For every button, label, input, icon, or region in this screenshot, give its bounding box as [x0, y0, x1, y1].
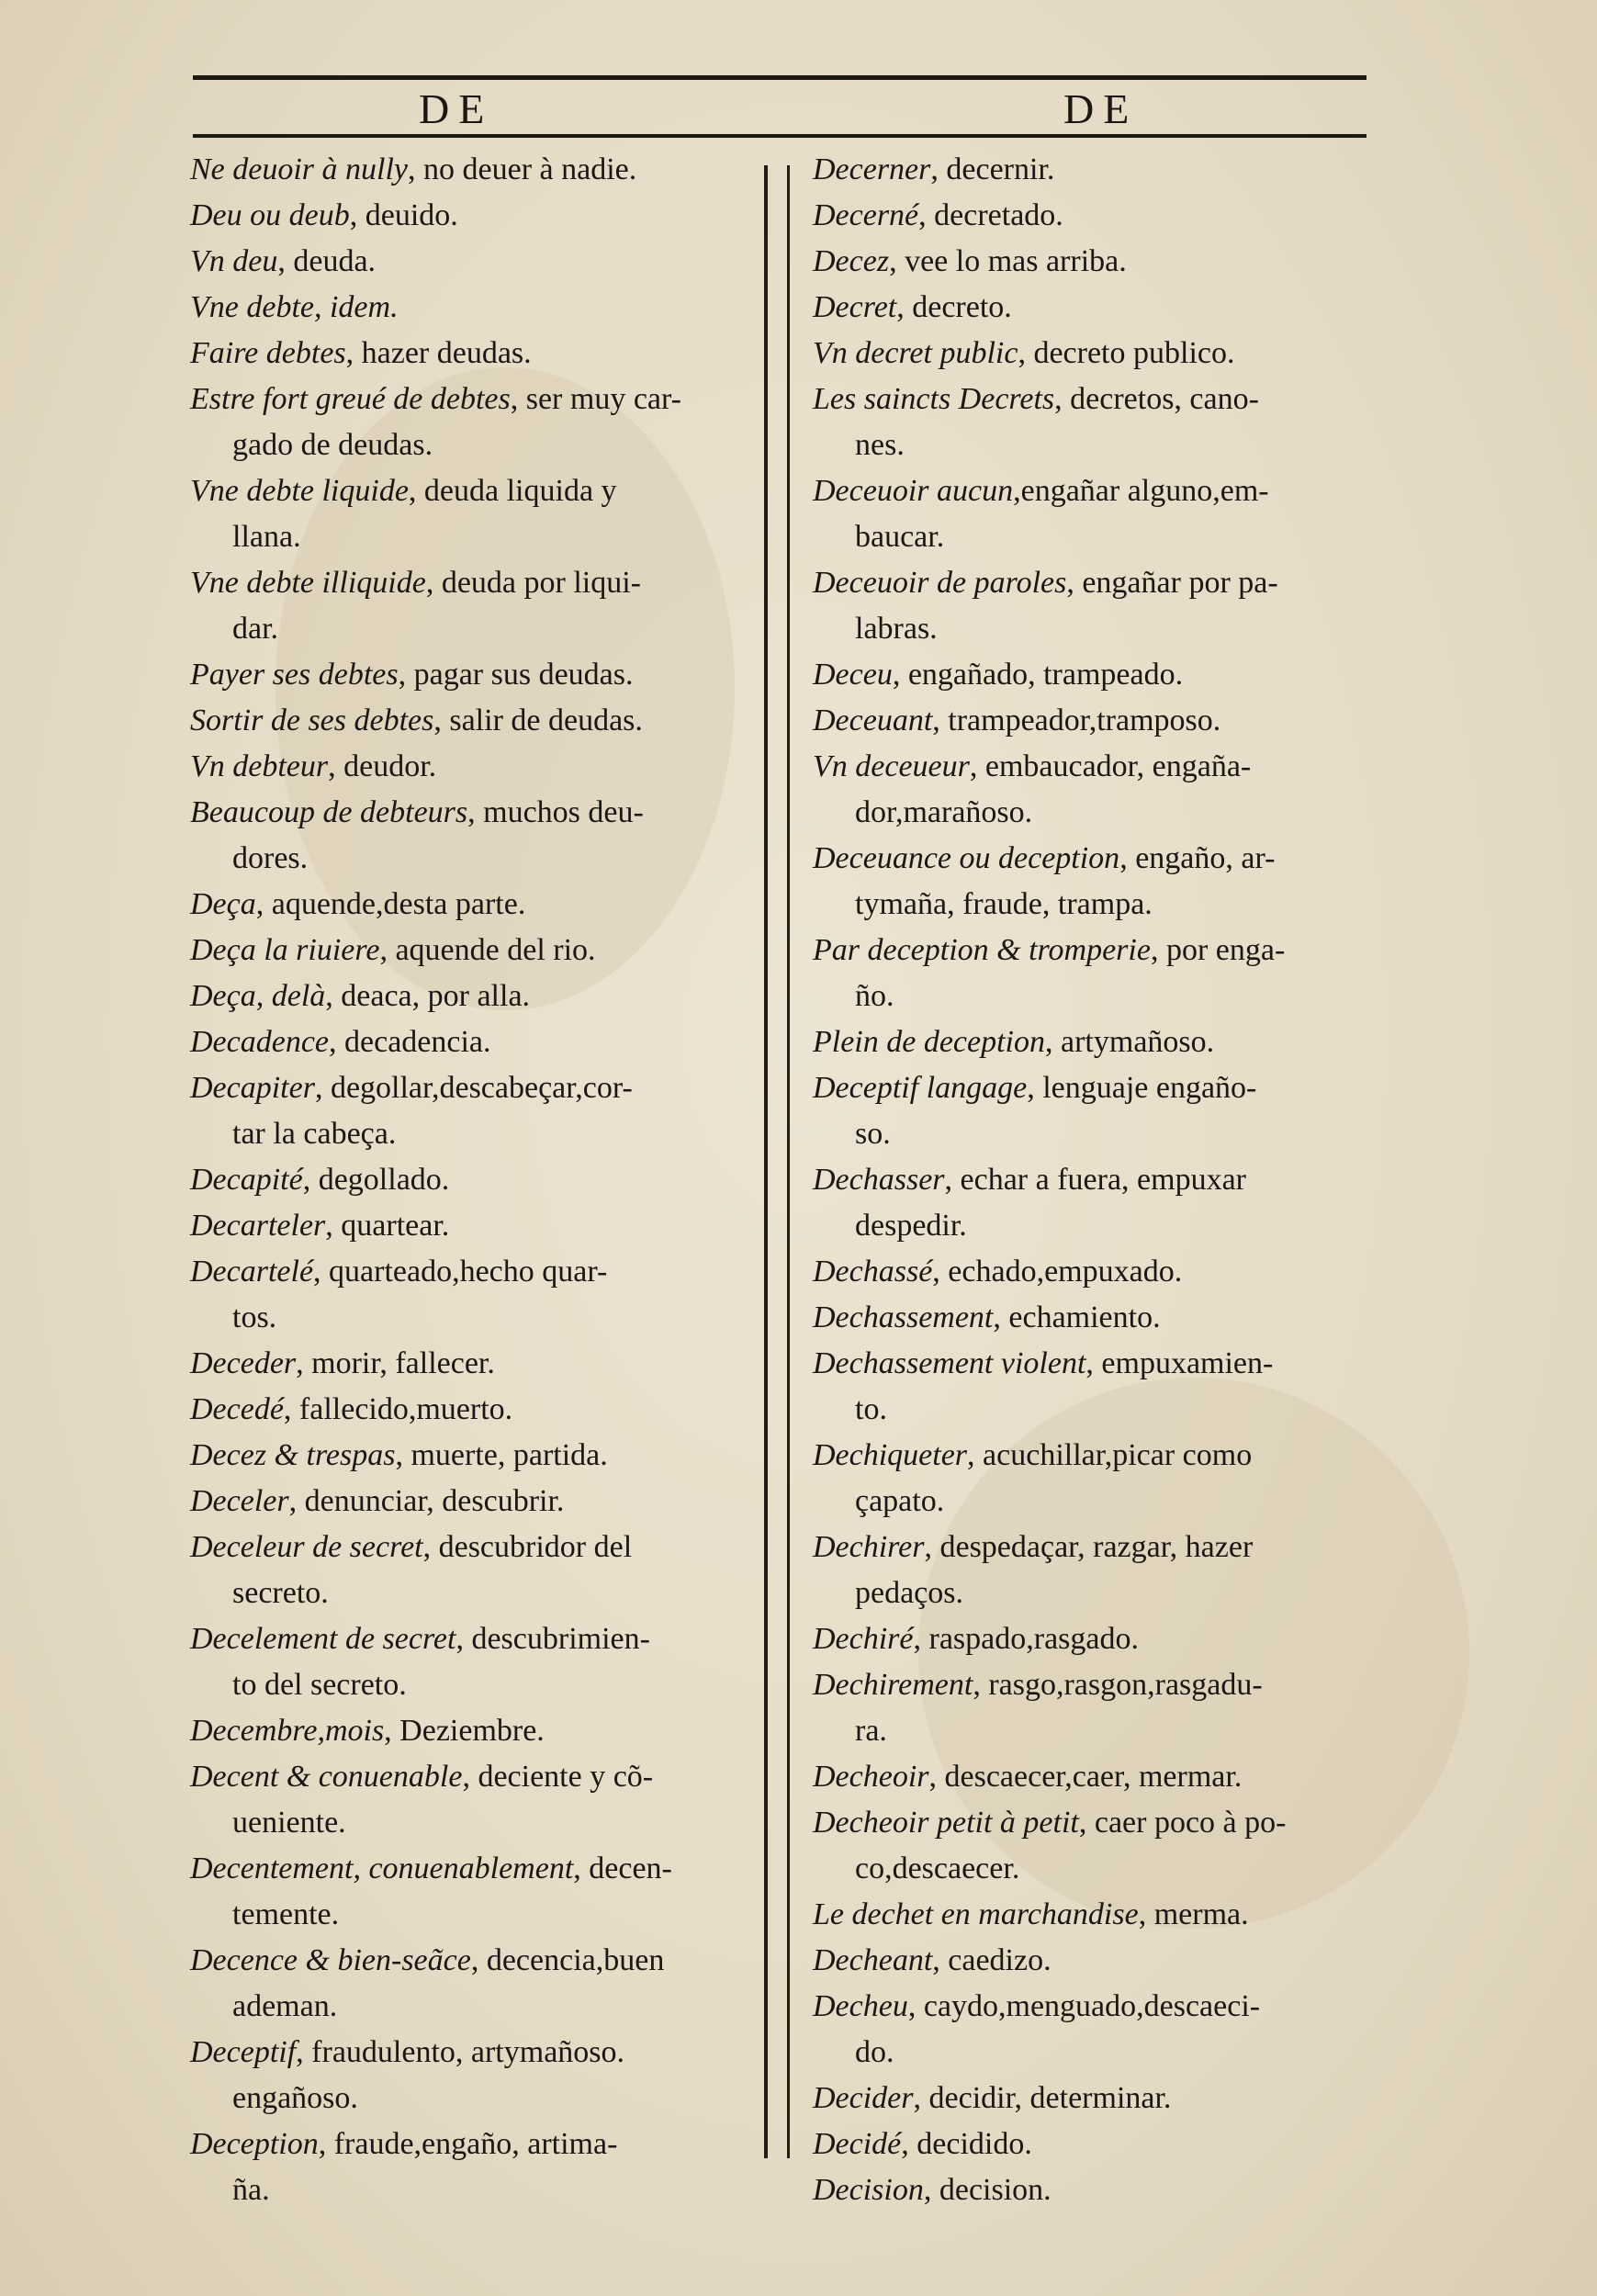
- translation: , engañar por pa-: [1066, 566, 1278, 600]
- headword: Dechasser: [813, 1163, 945, 1197]
- dictionary-entry: [190, 1525, 756, 1616]
- headword: Decadence: [190, 1025, 330, 1059]
- dictionary-entry: [813, 239, 1373, 285]
- translation: , por enga-: [1150, 933, 1286, 967]
- dictionary-entry: [813, 285, 1373, 331]
- headword: Ne deuoir à nully: [190, 152, 409, 186]
- dictionary-entry: [190, 652, 756, 698]
- dictionary-entry: [190, 928, 756, 974]
- dictionary-entry: [813, 2076, 1373, 2122]
- translation: , vee lo mas arriba.: [889, 244, 1127, 278]
- translation: , quartear.: [325, 1209, 450, 1243]
- translation: , decen-: [573, 1851, 672, 1885]
- translation: , decision.: [923, 2173, 1052, 2207]
- dictionary-entry: [813, 560, 1373, 652]
- headword: Le dechet en marchandise: [813, 1897, 1139, 1931]
- header-rule: [193, 134, 1366, 138]
- dictionary-entry: [190, 147, 756, 193]
- headword: Decerné: [813, 198, 919, 232]
- translation-continuation: dar.: [232, 612, 279, 646]
- headword: Estre fort greué de debtes: [190, 382, 511, 416]
- dictionary-entry: [190, 2030, 756, 2122]
- translation-continuation: ademan.: [232, 1989, 338, 2023]
- dictionary-entry: [190, 1341, 756, 1387]
- headword: Dechassé: [813, 1255, 933, 1289]
- headword: Decheoir: [813, 1760, 929, 1794]
- translation-continuation: llana.: [232, 520, 301, 554]
- headword: Vne debte illiquide: [190, 566, 426, 600]
- translation: , echado,empuxado.: [932, 1255, 1183, 1289]
- translation-continuation: do.: [855, 2035, 894, 2069]
- headword: Dechirer: [813, 1530, 925, 1564]
- translation: , caedizo.: [932, 1943, 1052, 1977]
- translation: , denunciar, descubrir.: [288, 1484, 565, 1518]
- headword: Decapité: [190, 1163, 303, 1197]
- dictionary-entry: [813, 1157, 1373, 1249]
- headword: Deceuant: [813, 703, 933, 737]
- dictionary-entry: [190, 974, 756, 1019]
- left-column: [190, 147, 756, 2213]
- dictionary-entry: [190, 882, 756, 928]
- dictionary-entry: [813, 1433, 1373, 1525]
- translation: , aquende del rio.: [379, 933, 596, 967]
- translation: , deciente y cõ-: [462, 1760, 654, 1794]
- translation: , acuchillar,picar como: [967, 1438, 1253, 1472]
- headword: Dechassement: [813, 1300, 994, 1334]
- headword: Dechiqueter: [813, 1438, 968, 1472]
- headword: Decembre,mois: [190, 1714, 385, 1748]
- translation-continuation: temente.: [232, 1897, 340, 1931]
- translation: , merma.: [1138, 1897, 1249, 1931]
- dictionary-entry: [190, 2122, 756, 2213]
- translation-continuation: tos.: [232, 1300, 277, 1334]
- headword: Les saincts Decrets: [813, 382, 1055, 416]
- dictionary-entry: [813, 1754, 1373, 1800]
- translation-continuation: tymaña, fraude, trampa.: [855, 887, 1153, 921]
- translation: , fraude,engaño, artima-: [318, 2127, 618, 2161]
- translation: , deaca, por alla.: [325, 979, 531, 1013]
- translation: , degollado.: [302, 1163, 450, 1197]
- headword: Vne debte liquide: [190, 474, 409, 508]
- translation: , caer poco à po-: [1078, 1806, 1287, 1840]
- headword: Sortir de ses debtes: [190, 703, 434, 737]
- dictionary-entry: [813, 652, 1373, 698]
- translation-continuation: labras.: [855, 612, 938, 646]
- headword: Decret: [813, 290, 897, 324]
- dictionary-entry: [813, 377, 1373, 468]
- dictionary-entry: [190, 468, 756, 560]
- translation: , despedaçar, razgar, hazer: [924, 1530, 1254, 1564]
- translation: , deuido.: [349, 198, 458, 232]
- translation: , hazer deudas.: [345, 336, 532, 370]
- dictionary-entry: [190, 1065, 756, 1157]
- translation-continuation: to del secreto.: [232, 1668, 407, 1702]
- dictionary-entry: [813, 1616, 1373, 1662]
- dictionary-entry: [190, 1479, 756, 1525]
- headword: Decez & trespas: [190, 1438, 396, 1472]
- dictionary-entry: [190, 744, 756, 790]
- headword: Decheoir petit à petit: [813, 1806, 1079, 1840]
- headword: Decapiter: [190, 1071, 315, 1105]
- dictionary-entry: [190, 377, 756, 468]
- dictionary-entry: [190, 1708, 756, 1754]
- headword: Vn deceueur: [813, 749, 970, 783]
- dictionary-entry: [813, 1525, 1373, 1616]
- translation: , degollar,descabeçar,cor-: [314, 1071, 633, 1105]
- translation-continuation: dores.: [232, 841, 309, 875]
- translation: , ser muy car-: [510, 382, 681, 416]
- headword: Dechassement violent: [813, 1346, 1086, 1380]
- translation: , trampeador,tramposo.: [932, 703, 1221, 737]
- dictionary-entry: [813, 1984, 1373, 2076]
- dictionary-entry: [813, 331, 1373, 377]
- translation: , fraudulento, artymañoso.: [296, 2035, 625, 2069]
- dictionary-entry: [813, 928, 1373, 1019]
- translation-continuation: secreto.: [232, 1576, 329, 1610]
- translation-continuation: engañoso.: [232, 2081, 358, 2115]
- dictionary-entry: [190, 193, 756, 239]
- headword: Deceuoir de paroles: [813, 566, 1067, 600]
- headword: Deceuance ou deception: [813, 841, 1120, 875]
- dictionary-entry: [190, 698, 756, 744]
- translation: , decernir.: [930, 152, 1055, 186]
- headword: Decelement de secret: [190, 1622, 456, 1656]
- translation-continuation: pedaços.: [855, 1576, 964, 1610]
- dictionary-entry: [813, 1019, 1373, 1065]
- headword: Deceuoir aucun: [813, 474, 1014, 508]
- headword: Decision: [813, 2173, 924, 2207]
- headword: Vn debteur: [190, 749, 329, 783]
- headword: Plein de deception: [813, 1025, 1046, 1059]
- headword: Deceder: [190, 1346, 297, 1380]
- dictionary-entry: [813, 836, 1373, 928]
- translation: , echar a fuera, empuxar: [944, 1163, 1246, 1197]
- dictionary-entry: [813, 1892, 1373, 1938]
- dictionary-entry: [190, 1019, 756, 1065]
- headword: Faire debtes: [190, 336, 346, 370]
- headword: Decez: [813, 244, 890, 278]
- translation: , decreto publico.: [1018, 336, 1235, 370]
- headword: Vn decret public: [813, 336, 1018, 370]
- headword: Decerner: [813, 152, 931, 186]
- headword: Par deception & tromperie: [813, 933, 1151, 967]
- dictionary-entry: [190, 1754, 756, 1846]
- translation-continuation: ra.: [855, 1714, 887, 1748]
- dictionary-entry: [190, 560, 756, 652]
- translation: , muchos deu-: [467, 795, 644, 829]
- top-rule: [193, 75, 1366, 80]
- translation: , rasgo,rasgon,rasgadu-: [973, 1668, 1263, 1702]
- translation-continuation: gado de deudas.: [232, 428, 433, 462]
- translation-continuation: ño.: [855, 979, 894, 1013]
- translation: , empuxamien-: [1085, 1346, 1274, 1380]
- translation: , descaecer,caer, mermar.: [928, 1760, 1243, 1794]
- dictionary-entry: [190, 1157, 756, 1203]
- headword: Decent & conuenable: [190, 1760, 463, 1794]
- dictionary-entry: [190, 285, 756, 331]
- translation: , decidir, determinar.: [913, 2081, 1172, 2115]
- running-head-left: DE: [419, 85, 494, 132]
- translation: , decencia,buen: [470, 1943, 665, 1977]
- headword: Deceu: [813, 658, 893, 692]
- dictionary-entry: [813, 1295, 1373, 1341]
- translation: , decidido.: [901, 2127, 1032, 2161]
- translation: , lenguaje engaño-: [1027, 1071, 1257, 1105]
- headword: Deceler: [190, 1484, 289, 1518]
- dictionary-entry: [190, 1846, 756, 1938]
- translation-continuation: despedir.: [855, 1209, 967, 1243]
- headword: Deça la riuiere: [190, 933, 380, 967]
- headword: Dechiré: [813, 1622, 914, 1656]
- translation-continuation: nes.: [855, 428, 905, 462]
- dictionary-entry: [813, 147, 1373, 193]
- dictionary-entry: [190, 1616, 756, 1708]
- translation-continuation: baucar.: [855, 520, 945, 554]
- translation-continuation: so.: [855, 1117, 891, 1151]
- headword: Decentement, conuenablement: [190, 1851, 574, 1885]
- translation: , muerte, partida.: [395, 1438, 608, 1472]
- translation: , engaño, ar-: [1119, 841, 1276, 875]
- dictionary-entry: [813, 2167, 1373, 2213]
- headword: Vn deu: [190, 244, 278, 278]
- translation: , salir de deudas.: [433, 703, 643, 737]
- translation: , deudor.: [328, 749, 437, 783]
- headword: Deceptif: [190, 2035, 297, 2069]
- dictionary-entry: [190, 331, 756, 377]
- translation-continuation: dor,marañoso.: [855, 795, 1033, 829]
- dictionary-entry: [190, 790, 756, 882]
- headword: Dechirement: [813, 1668, 973, 1702]
- dictionary-entry: [813, 468, 1373, 560]
- translation-continuation: to.: [855, 1392, 887, 1426]
- headword: Decidé: [813, 2127, 902, 2161]
- headword: Decarteler: [190, 1209, 326, 1243]
- dictionary-entry: [813, 1065, 1373, 1157]
- translation: , decreto.: [896, 290, 1012, 324]
- dictionary-entry: [813, 1249, 1373, 1295]
- dictionary-entry: [813, 1800, 1373, 1892]
- headword: Deception: [190, 2127, 319, 2161]
- translation-continuation: çapato.: [855, 1484, 945, 1518]
- dictionary-entry: [190, 1249, 756, 1341]
- headword: Decedé: [190, 1392, 284, 1426]
- headword: Payer ses debtes: [190, 658, 399, 692]
- column-divider: [764, 165, 768, 2158]
- dictionary-entry: [813, 744, 1373, 836]
- right-column: [813, 147, 1373, 2213]
- headword: Decider: [813, 2081, 914, 2115]
- dictionary-entry: [813, 1662, 1373, 1754]
- dictionary-entry: [813, 1938, 1373, 1984]
- headword: Beaucoup de debteurs: [190, 795, 468, 829]
- translation: , quarteado,hecho quar-: [313, 1255, 608, 1289]
- dictionary-entry: [813, 193, 1373, 239]
- headword: Decheu: [813, 1989, 908, 2023]
- translation: , echamiento.: [993, 1300, 1161, 1334]
- translation: , decretado.: [918, 198, 1063, 232]
- translation: , pagar sus deudas.: [398, 658, 634, 692]
- dictionary-entry: [190, 1203, 756, 1249]
- dictionary-entry: [813, 698, 1373, 744]
- translation-continuation: ueniente.: [232, 1806, 346, 1840]
- headword: Deu ou deub: [190, 198, 350, 232]
- translation: , morir, fallecer.: [296, 1346, 495, 1380]
- headword: Deça, delà: [190, 979, 326, 1013]
- column-divider-inner: [787, 165, 790, 2158]
- translation: , artymañoso.: [1045, 1025, 1215, 1059]
- dictionary-entry: [190, 1387, 756, 1433]
- running-head-right: DE: [1063, 85, 1139, 132]
- headword: Deceptif langage: [813, 1071, 1028, 1105]
- translation: , deuda liquida y: [408, 474, 617, 508]
- dictionary-entry: [190, 1433, 756, 1479]
- translation: , fallecido,muerto.: [283, 1392, 513, 1426]
- translation: , deuda.: [277, 244, 377, 278]
- headword: Decheant: [813, 1943, 933, 1977]
- translation-continuation: co,descaecer.: [855, 1851, 1020, 1885]
- translation: , no deuer à nadie.: [408, 152, 637, 186]
- translation: , descubridor del: [422, 1530, 633, 1564]
- dictionary-entry: [813, 2122, 1373, 2167]
- headword: Vne debte, idem.: [190, 290, 399, 324]
- headword: Decence & bien-seãce: [190, 1943, 471, 1977]
- headword: Decartelé: [190, 1255, 314, 1289]
- translation: , decadencia.: [329, 1025, 491, 1059]
- dictionary-entry: [190, 1938, 756, 2030]
- translation: , raspado,rasgado.: [913, 1622, 1139, 1656]
- headword: Deça: [190, 887, 256, 921]
- dictionary-entry: [813, 1341, 1373, 1433]
- translation: , embaucador, engaña-: [969, 749, 1252, 783]
- translation: , Deziembre.: [384, 1714, 545, 1748]
- translation: , descubrimien-: [455, 1622, 650, 1656]
- translation: , decretos, cano-: [1054, 382, 1259, 416]
- translation: ,engañar alguno,em-: [1013, 474, 1269, 508]
- translation-continuation: tar la cabeça.: [232, 1117, 397, 1151]
- dictionary-entry: [190, 239, 756, 285]
- translation: , caydo,menguado,descaeci-: [907, 1989, 1261, 2023]
- translation: , engañado, trampeado.: [892, 658, 1184, 692]
- headword: Deceleur de secret: [190, 1530, 423, 1564]
- translation: , deuda por liqui-: [425, 566, 641, 600]
- translation-continuation: ña.: [232, 2173, 270, 2207]
- translation: , aquende,desta parte.: [255, 887, 526, 921]
